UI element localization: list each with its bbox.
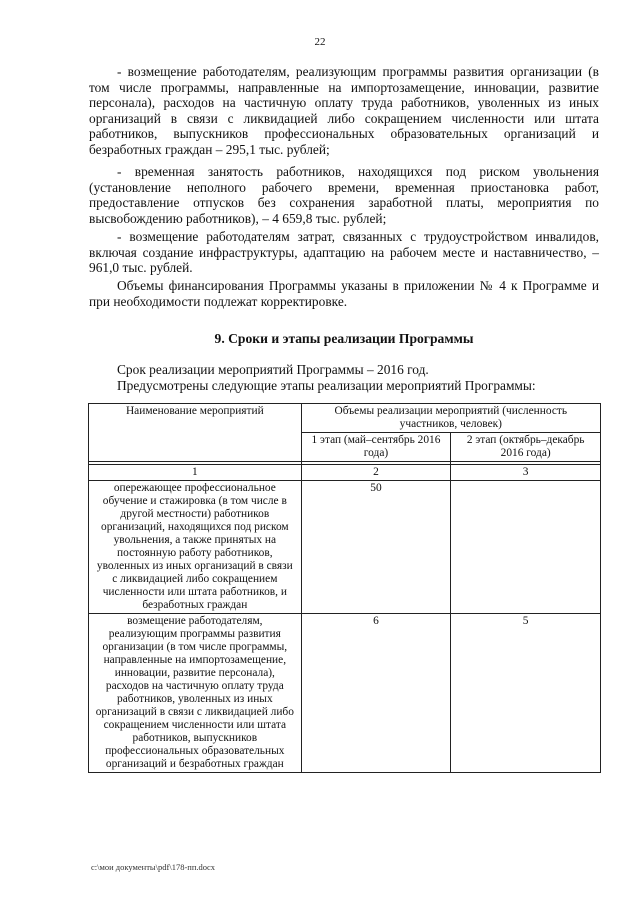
table-header-volumes: Объемы реализации мероприятий (численность участников, человек) [301, 404, 600, 433]
paragraph-1-text: - возмещение работодателям, реализующим программы развития организации (в том числе программы, направленные на импортозамещение, инновации, развитие персонала), расходов на частичную оплату труда работников, уволенных из иных организаций в связи с ликвидацией либо сокращением численности или штата работников, выпускников профессиональных образовательных организаций и безработных граждан – 295,1 тыс. рублей; [89, 64, 599, 157]
col-number-1: 1 [89, 465, 302, 481]
table-header-stage-2: 2 этап (октябрь–декабрь 2016 года) [451, 433, 601, 462]
col-number-3: 3 [451, 465, 601, 481]
paragraph-3-text: - возмещение работодателям затрат, связанных с трудоустройством инвалидов, включая создание инфраструктуры, адаптацию на рабочем месте и наставничество, – 961,0 тыс. рублей. [89, 229, 599, 276]
row-2-stage-1: 6 [301, 614, 451, 773]
paragraph-3 [89, 229, 599, 276]
paragraph-1 [89, 64, 599, 158]
row-2-stage-2: 5 [451, 614, 601, 773]
intro-line-2: Предусмотрены следующие этапы реализации мероприятий Программы: [117, 378, 536, 393]
table-header-stage-1: 1 этап (май–сентябрь 2016 года) [301, 433, 451, 462]
page-number: 22 [314, 36, 326, 48]
row-2-name: возмещение работодателям, реализующим программы развития организации (в том числе программы, направленные на импортозамещение, инновации, развитие персонала), расходов на частичную оплату труда работников, уволенных из иных организаций в связи с ликвидацией либо сокращением численности или штата работников, выпускников профессиональных образовательных организаций и безработных граждан [89, 614, 302, 773]
table-header-name: Наименование мероприятий [89, 404, 302, 462]
section-heading: 9. Сроки и этапы реализации Программы [214, 331, 474, 346]
table-row [89, 614, 601, 773]
intro-line-1: Срок реализации мероприятий Программы – 2016 год. [117, 362, 429, 377]
table-row [89, 481, 601, 614]
footer-file-path: c:\мои документы\pdf\178-пп.docx [91, 862, 216, 872]
col-number-2: 2 [301, 465, 451, 481]
row-1-stage-1: 50 [301, 481, 451, 614]
paragraph-2 [89, 164, 599, 226]
paragraph-4 [89, 278, 599, 309]
row-1-stage-2 [451, 481, 601, 614]
paragraph-4-text: Объемы финансирования Программы указаны в приложении № 4 к Программе и при необходимости подлежат корректировке. [89, 278, 599, 309]
paragraph-2-text: - временная занятость работников, находящихся под риском увольнения (установление неполного рабочего времени, временная приостановка работ, предоставление отпусков без сохранения заработной платы, мероприятия по высвобождению работников), – 4 659,8 тыс. рублей; [89, 164, 599, 226]
stages-table [88, 403, 601, 773]
row-1-name: опережающее профессиональное обучение и стажировка (в том числе в другой местности) работников организаций, находящихся под риском увольнения, а также принятых на постоянную работу работников, уволенных из иных организаций в связи с ликвидацией либо сокращением численности или штата работников, и безработных граждан [89, 481, 302, 614]
